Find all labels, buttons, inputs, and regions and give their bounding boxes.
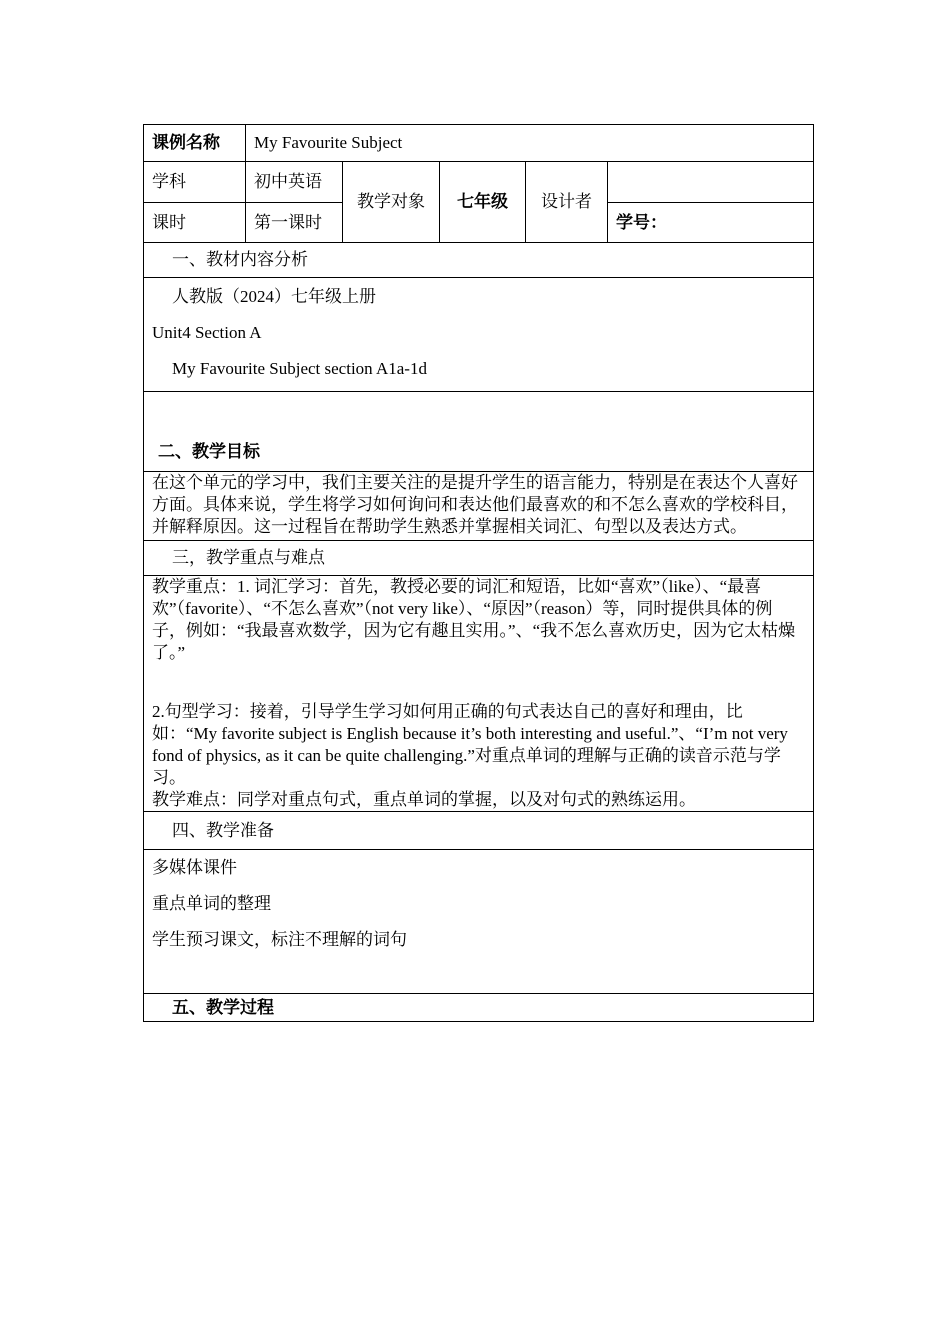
row-preparation-title (144, 812, 814, 850)
row-lesson-name (144, 125, 814, 162)
audience-value: 七年级 (440, 162, 526, 243)
row-preparation-body (144, 850, 814, 994)
lesson-plan-table (143, 124, 814, 1022)
row-subject (144, 162, 814, 203)
analysis-body (144, 278, 814, 392)
analysis-title: 一、教材内容分析 (144, 243, 814, 278)
goals-text: 在这个单元的学习中，我们主要关注的是提升学生的语言能力，特别是在表达个人喜好方面。具体来说，学生将学习如何询问和表达他们最喜欢的和不怎么喜欢的学校科目，并解释原因。这一过程旨在帮助学生熟悉并掌握相关词汇、句型以及表达方式。 (144, 472, 814, 541)
student-id-label: 学号： (608, 203, 814, 243)
teaching-difficulty: 教学难点：同学对重点句式，重点单词的掌握，以及对句式的熟练运用。 (152, 790, 696, 809)
blank-line (152, 664, 805, 701)
preparation-title: 四、教学准备 (144, 812, 814, 850)
row-goals-title (144, 392, 814, 472)
designer-value (608, 162, 814, 203)
key-point-sentences: 2.句型学习：接着，引导学生学习如何用正确的句式表达自己的喜好和理由，比如：“My favorite subject is English because it’s both interesting and useful.”、“I’m not very fond of physics, as it can be quite challenging.”对重点单词的理解与正确的读音示范与学习。 (152, 702, 788, 787)
lesson-section: My Favourite Subject section A1a-1d (172, 359, 427, 378)
process-title: 五、教学过程 (144, 994, 814, 1022)
textbook-edition: 人教版（2024）七年级上册 (172, 287, 376, 306)
row-analysis-body (144, 278, 814, 392)
subject-label: 学科 (144, 162, 246, 203)
goals-title: 二、教学目标 (144, 392, 814, 472)
period-label: 课时 (144, 203, 246, 243)
period-value: 第一课时 (246, 203, 343, 243)
row-analysis-title (144, 243, 814, 278)
prep-item-preview: 学生预习课文，标注不理解的词句 (152, 930, 407, 949)
keypoints-body (144, 576, 814, 812)
key-point-vocabulary: 教学重点：1. 词汇学习：首先，教授必要的词汇和短语，比如“喜欢”（like）、“最喜欢”（favorite）、“不怎么喜欢”（not very like）、“原因”（reason）等，同时提供具体的例子，例如：“我最喜欢数学，因为它有趣且实用。”、“我不怎么喜欢历史，因为它太枯燥了。” (152, 577, 796, 662)
subject-value: 初中英语 (246, 162, 343, 203)
designer-label: 设计者 (526, 162, 608, 243)
row-goals-body (144, 472, 814, 541)
row-process-title (144, 994, 814, 1022)
prep-item-multimedia: 多媒体课件 (152, 858, 237, 877)
keypoints-title: 三，教学重点与难点 (144, 541, 814, 576)
prep-item-vocabulary: 重点单词的整理 (152, 894, 271, 913)
lesson-name-value: My Favourite Subject (246, 125, 814, 162)
row-keypoints-title (144, 541, 814, 576)
lesson-name-label: 课例名称 (144, 125, 246, 162)
row-keypoints-body (144, 576, 814, 812)
preparation-body (144, 850, 814, 994)
audience-label: 教学对象 (343, 162, 440, 243)
unit-section: Unit4 Section A (152, 323, 262, 342)
